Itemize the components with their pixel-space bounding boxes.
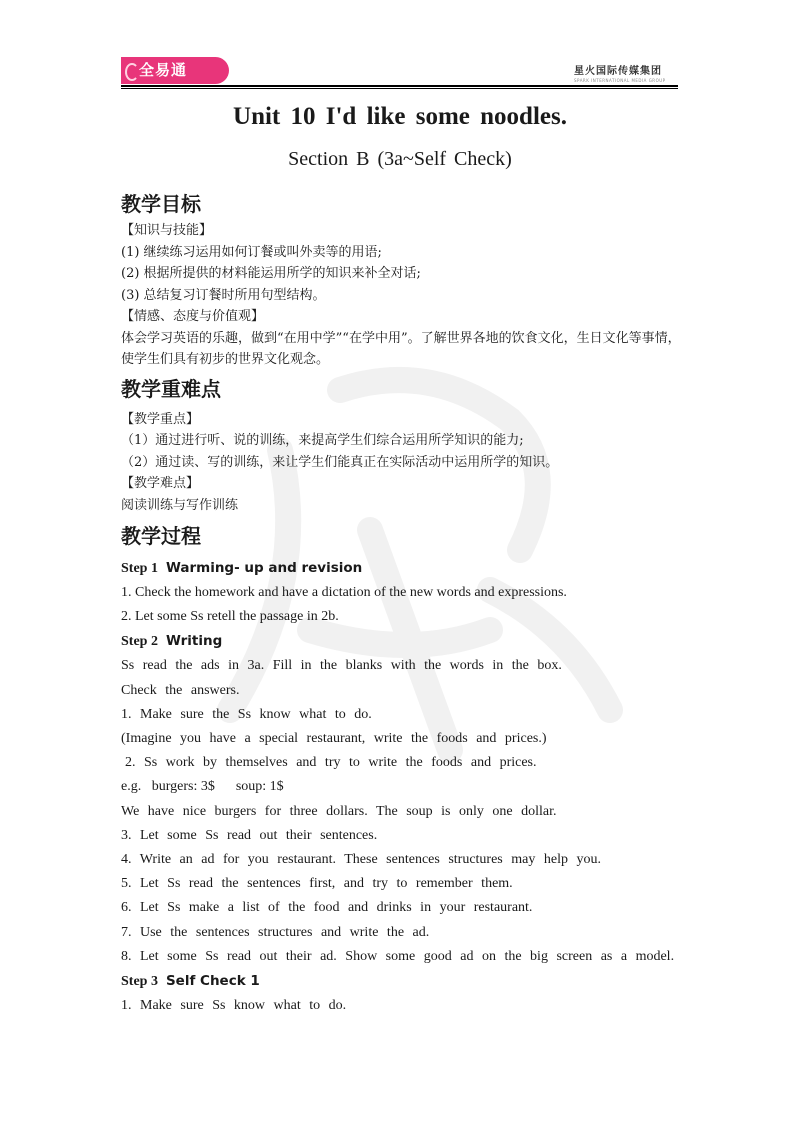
page-header [0,0,800,100]
step-heading [121,629,681,654]
step-line: 5. Let Ss read the sentences first, and try to remember them. [121,876,513,892]
publisher-name: 星火国际传媒集团 [574,66,662,77]
emotion-label: 【情感、态度与价值观】 [121,309,265,324]
step-line: 1. Make sure the Ss know what to do. [121,706,372,722]
step-line: 2. Let some Ss retell the passage in 2b. [121,609,339,625]
step-heading [121,969,681,994]
focus-item: （2）通过读、写的训练，来让学生们能真正在实际活动中运用所学的知识。 [121,454,559,470]
knowledge-label: 【知识与技能】 [121,223,213,238]
brand-logo: 全易通 [121,57,229,84]
header-rule-thin [121,88,678,89]
objectives-heading: 教学目标 [121,192,201,216]
step-line: Check the answers. [121,682,240,698]
knowledge-item: (1) 继续练习运用如何订餐或叫外卖等的用语; [121,244,382,260]
step-line: 1. Check the homework and have a dictation of the new words and expressions. [121,585,567,600]
step-heading [121,556,681,581]
emotion-text: 体会学习英语的乐趣，做到“在用中学”“在学中用”。了解世界各地的饮食文化，生日文化等事情，使学生们具有初步的世界文化观念。 [121,330,681,367]
header-rule [121,85,678,87]
step-line: We have nice burgers for three dollars. The soup is only one dollar. [121,803,557,819]
step-line: 4. Write an ad for you restaurant. These sentences structures may help you. [121,852,601,868]
knowledge-item: (3) 总结复习订餐时所用句型结构。 [121,287,326,303]
process-heading: 教学过程 [121,524,201,548]
step-number: Step 2 [121,634,158,650]
difficulty-label: 【教学难点】 [121,476,200,491]
step-line: 1. Make sure Ss know what to do. [121,998,347,1014]
step-line: Ss read the ads in 3a. Fill in the blanks with the words in the box. [121,658,562,674]
page-title: Unit 10 I'd like some noodles. [233,103,567,130]
step-line: e.g. burgers: 3$ soup: 1$ [121,779,284,795]
step-line: 3. Let some Ss read out their sentences. [121,827,378,843]
page-subtitle: Section B (3a~Self Check) [288,148,512,170]
step-number: Step 3 [121,974,158,990]
step-number: Step 1 [121,561,158,576]
publisher-subtitle: SPARK INTERNATIONAL MEDIA GROUP [574,78,666,83]
publisher-mark [574,62,684,83]
step-line: (Imagine you have a special restaurant, write the foods and prices.) [121,731,547,747]
difficulty-text: 阅读训练与写作训练 [121,497,239,513]
focus-label: 【教学重点】 [121,411,200,427]
step-line: 8. Let some Ss read out their ad. Show some good ad on the big screen as a model. [121,948,675,964]
document-body [121,188,681,1018]
key-points-heading: 教学重难点 [121,376,221,401]
step-title: Warming- up and revision [165,560,363,576]
focus-item: （1）通过进行听、说的训练，来提高学生们综合运用所学知识的能力; [121,433,524,448]
step-title: Self Check 1 [165,973,260,990]
step-line: 2. Ss work by themselves and try to write the foods and prices. [125,755,537,771]
step-line: 6. Let Ss make a list of the food and drinks in your restaurant. [121,900,533,916]
step-title: Writing [165,633,223,650]
knowledge-item: (2) 根据所提供的材料能运用所学的知识来补全对话; [121,266,421,281]
step-line: 7. Use the sentences structures and write the ad. [121,924,430,940]
